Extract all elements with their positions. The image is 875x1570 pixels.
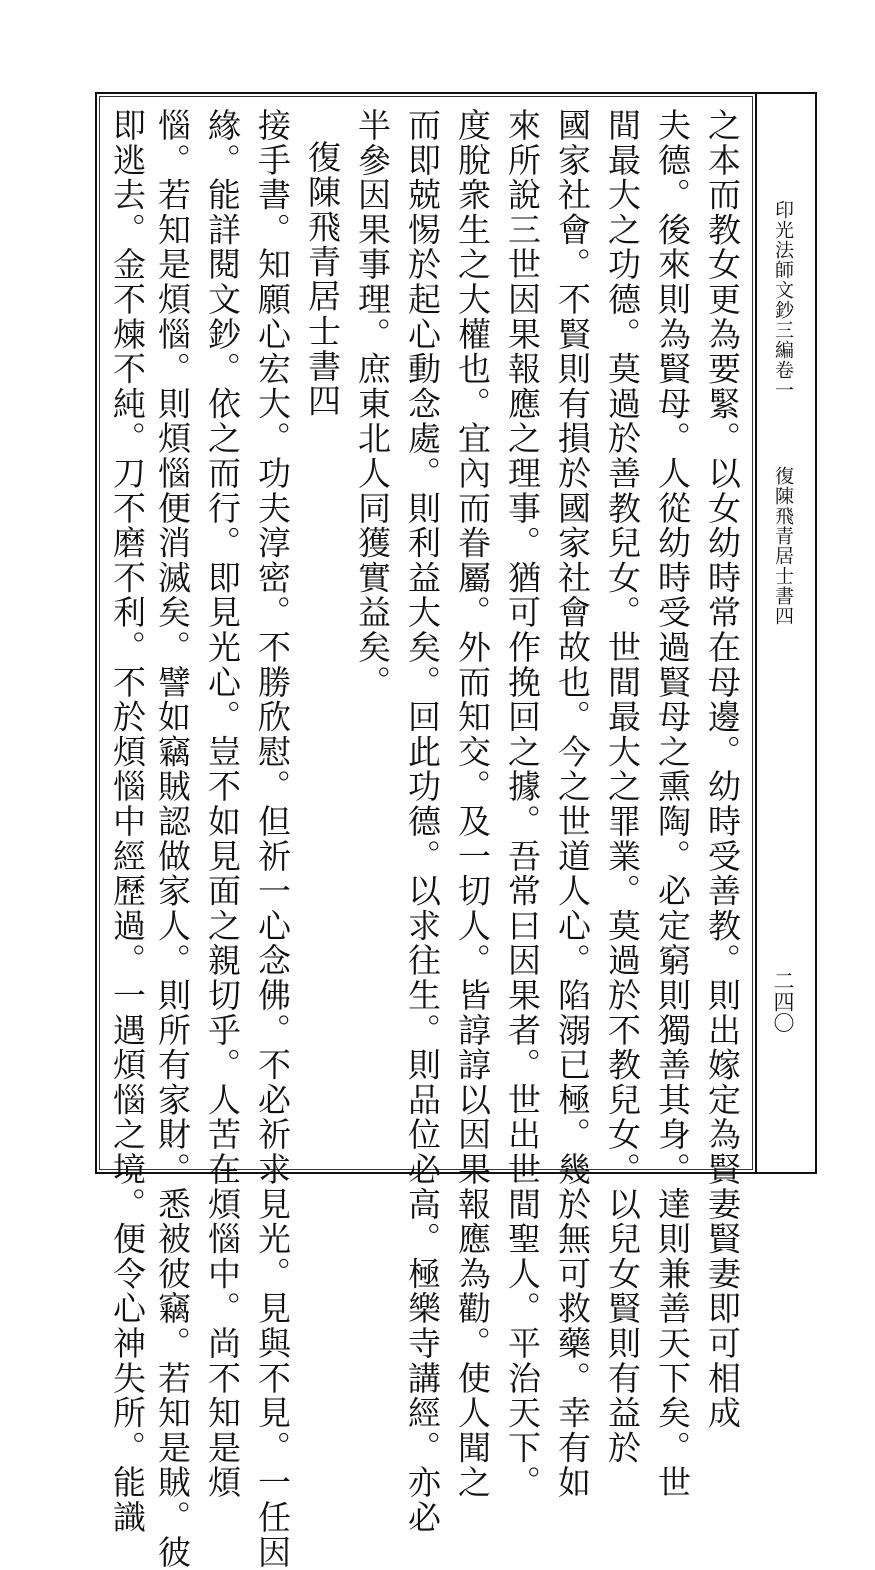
book-title: 印光法師文鈔三編卷一 xyxy=(772,200,794,400)
text-column-7: 而即兢惕於起心動念處。則利益大矣。回此功德。以求往生。則品位必高。極樂寺講經。亦必 xyxy=(403,108,442,1535)
text-column-5: 來所說三世因果報應之理事。猶可作挽回之據。吾常曰因果者。世出世間聖人。平治天下。 xyxy=(503,108,542,1500)
section-title: 復陳飛青居士書四 xyxy=(772,466,794,626)
text-column-2: 夫德。後來則為賢母。人從幼時受過賢母之熏陶。必定窮則獨善其身。達則兼善天下矣。世 xyxy=(653,108,692,1500)
text-column-3: 間最大之功德。莫過於善教兒女。世間最大之罪業。莫過於不教兒女。以兒女賢則有益於 xyxy=(603,108,642,1466)
page-number: 二四〇 xyxy=(771,970,795,1033)
text-column-6: 度脫衆生之大權也。宜內而眷屬。外而知交。及一切人。皆諄諄以因果報應為勸。使人聞之 xyxy=(453,108,492,1500)
text-column-11: 緣。能詳閱文鈔。依之而行。即見光心。豈不如見面之親切乎。人苦在煩惱中。尚不知是煩 xyxy=(203,108,242,1500)
text-column-12: 惱。若知是煩惱。則煩惱便消滅矣。譬如竊賊認做家人。則所有家財。悉被彼竊。若知是賊。彼 xyxy=(153,108,192,1570)
letter-title: 復陳飛青居士書四 xyxy=(303,140,342,419)
text-column-8: 半參因果事理。庶東北人同獲實益矣。 xyxy=(353,108,392,700)
text-column-13: 即逃去。金不煉不純。刀不磨不利。不於煩惱中經歷過。一遇煩惱之境。便令心神失所。能識 xyxy=(108,108,147,1535)
text-column-1: 之本而教女更為要緊。以女幼時常在母邊。幼時受善教。則出嫁定為賢妻賢妻即可相成 xyxy=(703,108,742,1431)
text-column-4: 國家社會。不賢則有損於國家社會故也。今之世道人心。陷溺已極。幾於無可救藥。幸有如 xyxy=(553,108,592,1500)
text-column-10: 接手書。知願心宏大。功夫淳密。不勝欣慰。但祈一心念佛。不必祈求見光。見與不見。一任因 xyxy=(253,108,292,1570)
